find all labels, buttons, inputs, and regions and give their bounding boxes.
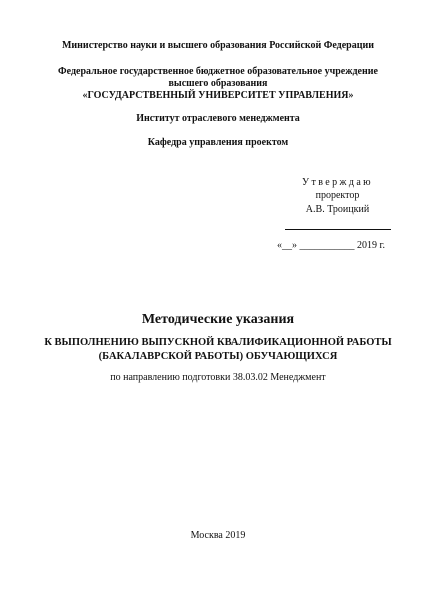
ministry-name: Министерство науки и высшего образования Российской Федерации [61, 40, 375, 51]
signature-line [285, 229, 391, 230]
document-subtitle-line1: К ВЫПОЛНЕНИЮ ВЫПУСКНОЙ КВАЛИФИКАЦИОННОЙ РАБОТЫ [44, 337, 392, 348]
approval-word: Утверждаю [301, 177, 374, 188]
approval-date: «__» ___________ 2019 г. [277, 240, 385, 251]
institute-name: Институт отраслевого менеджмента [136, 113, 300, 124]
city-year: Москва 2019 [190, 530, 246, 541]
study-direction: по направлению подготовки 38.03.02 Менеджмент [110, 372, 326, 383]
department-name: Кафедра управления проектом [147, 137, 289, 148]
approver-name: А.В. Троицкий [305, 204, 370, 215]
document-subtitle-line2: (БАКАЛАВРСКОЙ РАБОТЫ) ОБУЧАЮЩИХСЯ [98, 351, 338, 362]
university-name: «ГОСУДАРСТВЕННЫЙ УНИВЕРСИТЕТ УПРАВЛЕНИЯ» [82, 90, 354, 101]
institution-type-line2: высшего образования [168, 78, 268, 89]
document-title: Методические указания [141, 312, 295, 327]
institution-type-line1: Федеральное государственное бюджетное образовательное учреждение [58, 66, 378, 77]
approver-role: проректор [315, 190, 360, 201]
